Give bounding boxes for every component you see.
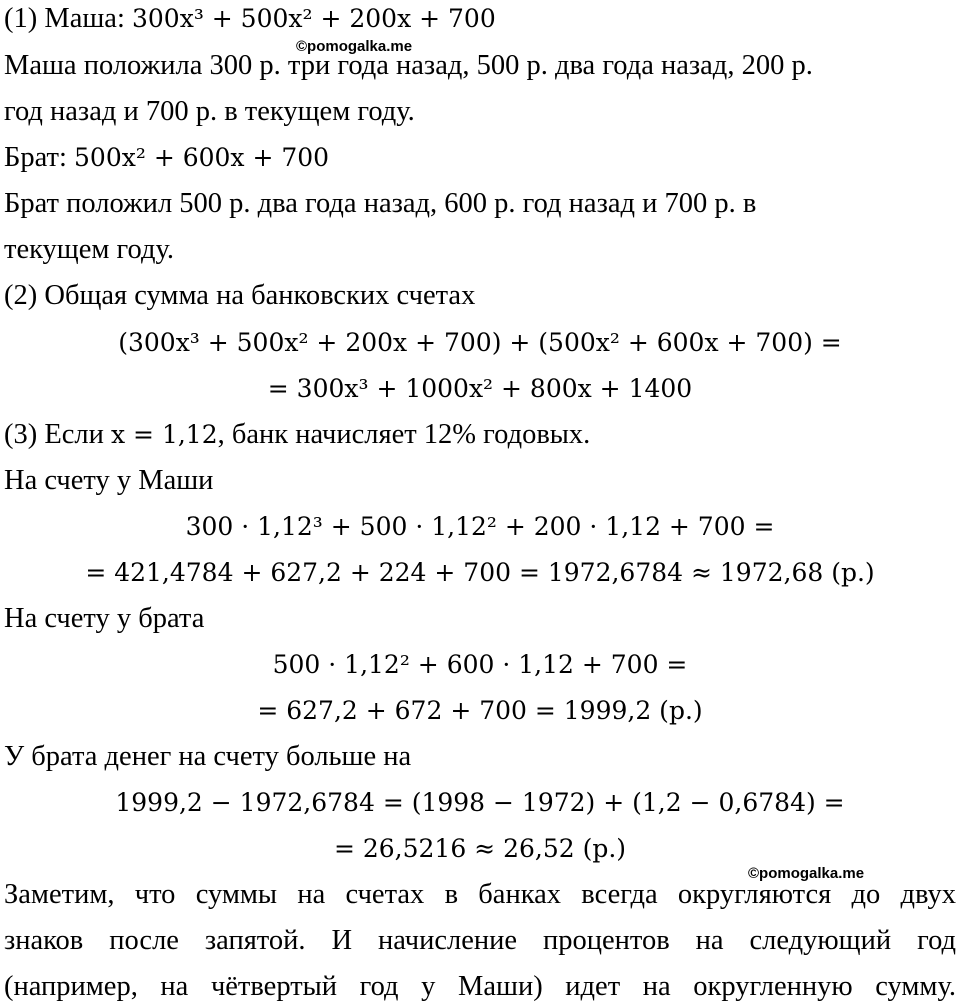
line-3: год назад и 700 р. в текущем году. bbox=[4, 96, 415, 127]
difference-calc-1: 1999,2 − 1972,6784 = (1998 − 1972) + (1,2 − 0,6784) = bbox=[115, 788, 845, 817]
line-2: Маша положила 300 р. три года назад, 500 р. два года назад, 200 р. bbox=[4, 50, 813, 81]
masha-calc-1: 300 · 1,12³ + 500 · 1,12² + 200 · 1,12 + 700 = bbox=[185, 512, 775, 541]
line-17: У брата денег на счету больше на bbox=[4, 741, 412, 772]
line-7: (2) Общая сумма на банковских счетах bbox=[4, 280, 476, 311]
line-10 bbox=[4, 418, 590, 452]
watermark-top: ©pomogalka.me bbox=[296, 38, 413, 55]
line-4 bbox=[4, 141, 329, 175]
x-value: x = 1,12 bbox=[111, 420, 218, 449]
masha-polynomial: 300x³ + 500x² + 200x + 700 bbox=[132, 4, 496, 33]
masha-calc-2: = 421,4784 + 627,2 + 224 + 700 = 1972,6784 ≈ 1972,68 (р.) bbox=[85, 558, 875, 587]
if-label: (3) Если bbox=[4, 419, 112, 450]
difference-calc-2: = 26,5216 ≈ 26,52 (р.) bbox=[333, 834, 627, 863]
line-11: На счету у Маши bbox=[4, 465, 214, 496]
line-6: текущем году. bbox=[4, 234, 174, 265]
brother-calc-2: = 627,2 + 672 + 700 = 1999,2 (р.) bbox=[257, 696, 703, 725]
sum-equation-2: = 300x³ + 1000x² + 800x + 1400 bbox=[267, 374, 693, 403]
brother-calc-1: 500 · 1,12² + 600 · 1,12 + 700 = bbox=[272, 650, 688, 679]
masha-label: (1) Маша: bbox=[4, 3, 132, 34]
interest-text: , банк начисляет 12% годовых. bbox=[217, 419, 591, 450]
brother-label: Брат: bbox=[4, 142, 75, 173]
line-21: знаков после запятой. И начисление процентов на следующий год bbox=[4, 925, 956, 956]
line-20: Заметим, что суммы на счетах в банках всегда округляются до двух bbox=[4, 879, 956, 910]
brother-polynomial: 500x² + 600x + 700 bbox=[74, 143, 330, 172]
line-5: Брат положил 500 р. два года назад, 600 р. год назад и 700 р. в bbox=[4, 188, 757, 219]
line-14: На счету у брата bbox=[4, 603, 205, 634]
sum-equation-1: (300x³ + 500x² + 200x + 700) + (500x² + 600x + 700) = bbox=[118, 328, 842, 357]
watermark-bottom: ©pomogalka.me bbox=[748, 865, 865, 882]
line-1 bbox=[4, 2, 496, 36]
line-22: (например, на чётвертый год у Маши) идет на округленную сумму. bbox=[4, 971, 956, 1002]
